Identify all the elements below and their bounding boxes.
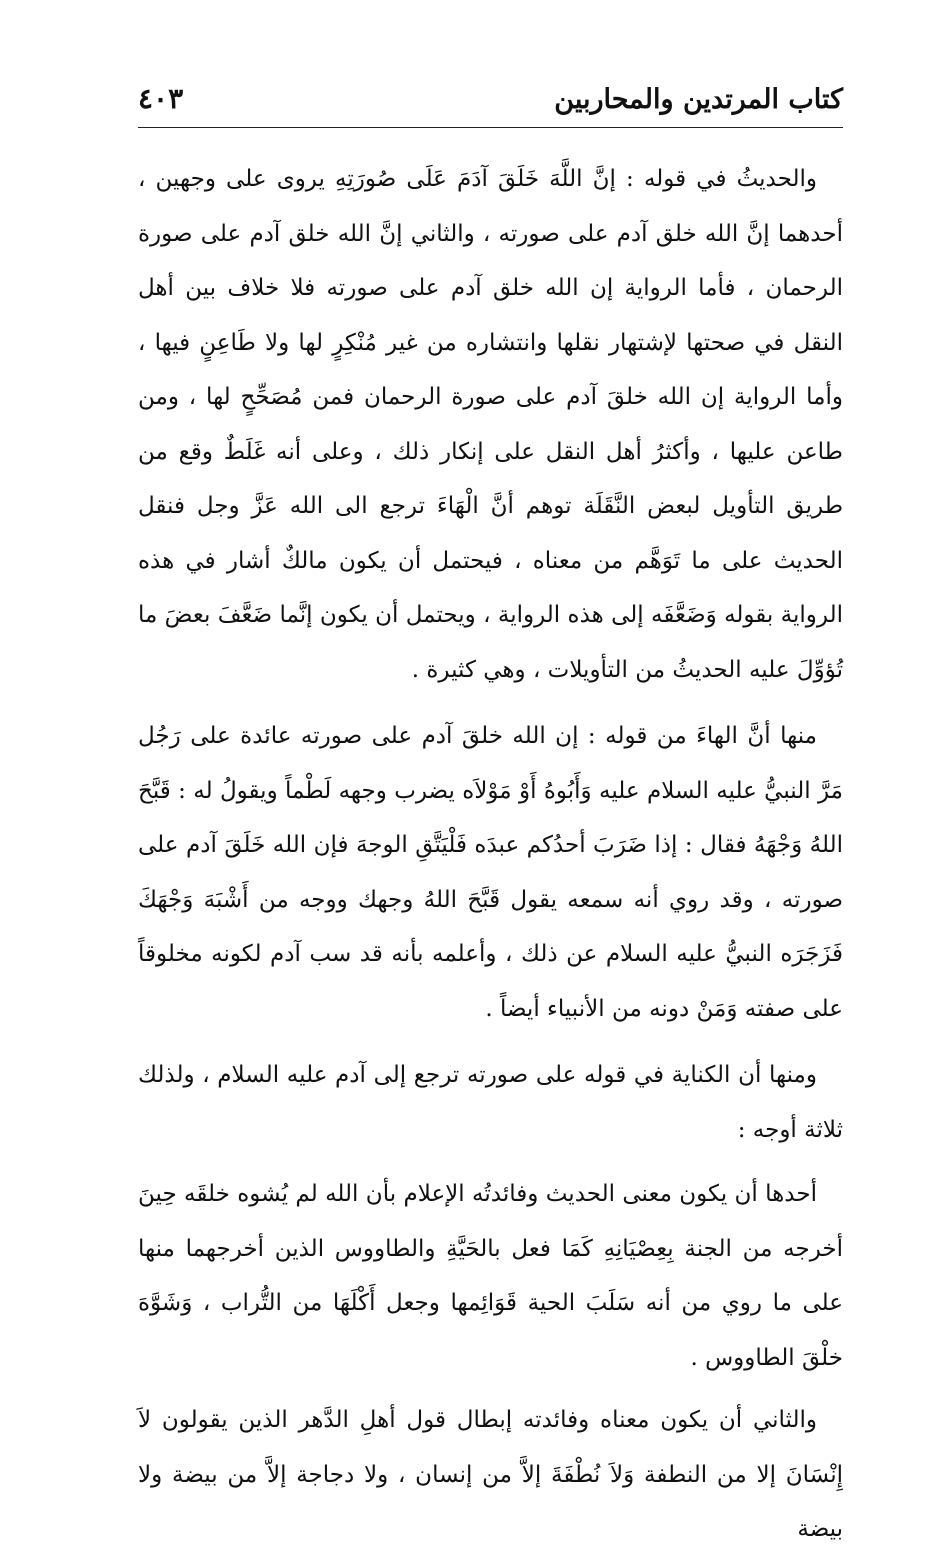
paragraph-adam-reference: ومنها أن الكناية في قوله على صورته ترجع إلى آدم عليه السلام ، ولذلك ثلاثة أوجه :: [138, 1062, 843, 1143]
main-text: [138, 148, 843, 1557]
page-number: ٤٠٣: [138, 82, 184, 115]
paragraph-first-interpretation: منها أنَّ الهاءَ من قوله : إن الله خلقَ آدم على صورته عائدة على رَجُل مَرَّ النبيُّ عليه السلام عليه وَأَبُوهُ أَوْ مَوْلاَه يضرب وجهه لَطْماً ويقولُ له : قَبَّحَ اللهُ وَجْهَهُ فقال : إذا ضَرَبَ أحدُكم عبدَه فَلْيَتَّقِ الوجهَ فإن الله خَلَقَ آدم على صورته ، وقد روي أنه سمعه يقول قَبَّحَ اللهُ وجهك ووجه من أَشْبَهَ وَجْهَكَ فَزَجَرَه النبيُّ عليه السلام عن ذلك ، وأعلمه بأنه قد سب آدم لكونه مخلوقاً على صفته وَمَنْ دونه من الأنبياء أيضاً .: [138, 723, 843, 1022]
running-title: كتاب المرتدين والمحاربين: [554, 84, 843, 115]
page-header: [138, 76, 843, 128]
paragraph-second-aspect: والثاني أن يكون معناه وفائدته إبطال قول أهلِ الدَّهر الذين يقولون لاَ إِنْسَانَ إلا من النطفة وَلاَ نُطْفَةَ إلاَّ من إنسان ، ولا دجاجة إلاَّ من بيضة ولا بيضة: [138, 1407, 843, 1542]
header-divider: [138, 127, 843, 128]
paragraph-first-aspect: أحدها أن يكون معنى الحديث وفائدتُه الإعلام بأن الله لم يُشوه خلقَه حِينَ أخرجه من الجنة بِعِصْيَانِهِ كَمَا فعل بالحَيَّةِ والطاووس الذين أخرجهما منها على ما روي من أنه سَلَبَ الحية قَوَائِمها وجعل أَكْلَهَا من التُّراب ، وَشَوَّهَ خلْقَ الطاووس .: [138, 1181, 843, 1371]
paragraph-hadith-intro: والحديثُ في قوله : إنَّ اللَّهَ خَلَقَ آدَمَ عَلَى صُورَتِهِ يروى على وجهين ، أحدهما إنَّ الله خلق آدم على صورته ، والثاني إنَّ الله خلق آدم على صورة الرحمان ، فأما الرواية إن الله خلق آدم على صورته فلا خلاف بين أهل النقل في صحتها لإشتهار نقلها وانتشاره من غير مُنْكِرٍ لها ولا طَاعِنٍ فيها ، وأما الرواية إن الله خلقَ آدم على صورة الرحمان فمن مُصَحِّحٍ لها ، ومن طاعن عليها ، وأكثرُ أهل النقل على إنكار ذلك ، وعلى أنه غَلَطٌ وقع من طريق التأويل لبعض النَّقَلَة توهم أنَّ الْهَاءَ ترجع الى الله عَزَّ وجل فنقل الحديث على ما تَوَهَّم من معناه ، فيحتمل أن يكون مالكٌ أشار في هذه الرواية بقوله وَضَعَّفَه إلى هذه الرواية ، ويحتمل أن يكون إنَّما ضَعَّفَ بعضَ ما تُؤوِّلَ عليه الحديثُ من التأويلات ، وهي كثيرة .: [138, 166, 843, 683]
